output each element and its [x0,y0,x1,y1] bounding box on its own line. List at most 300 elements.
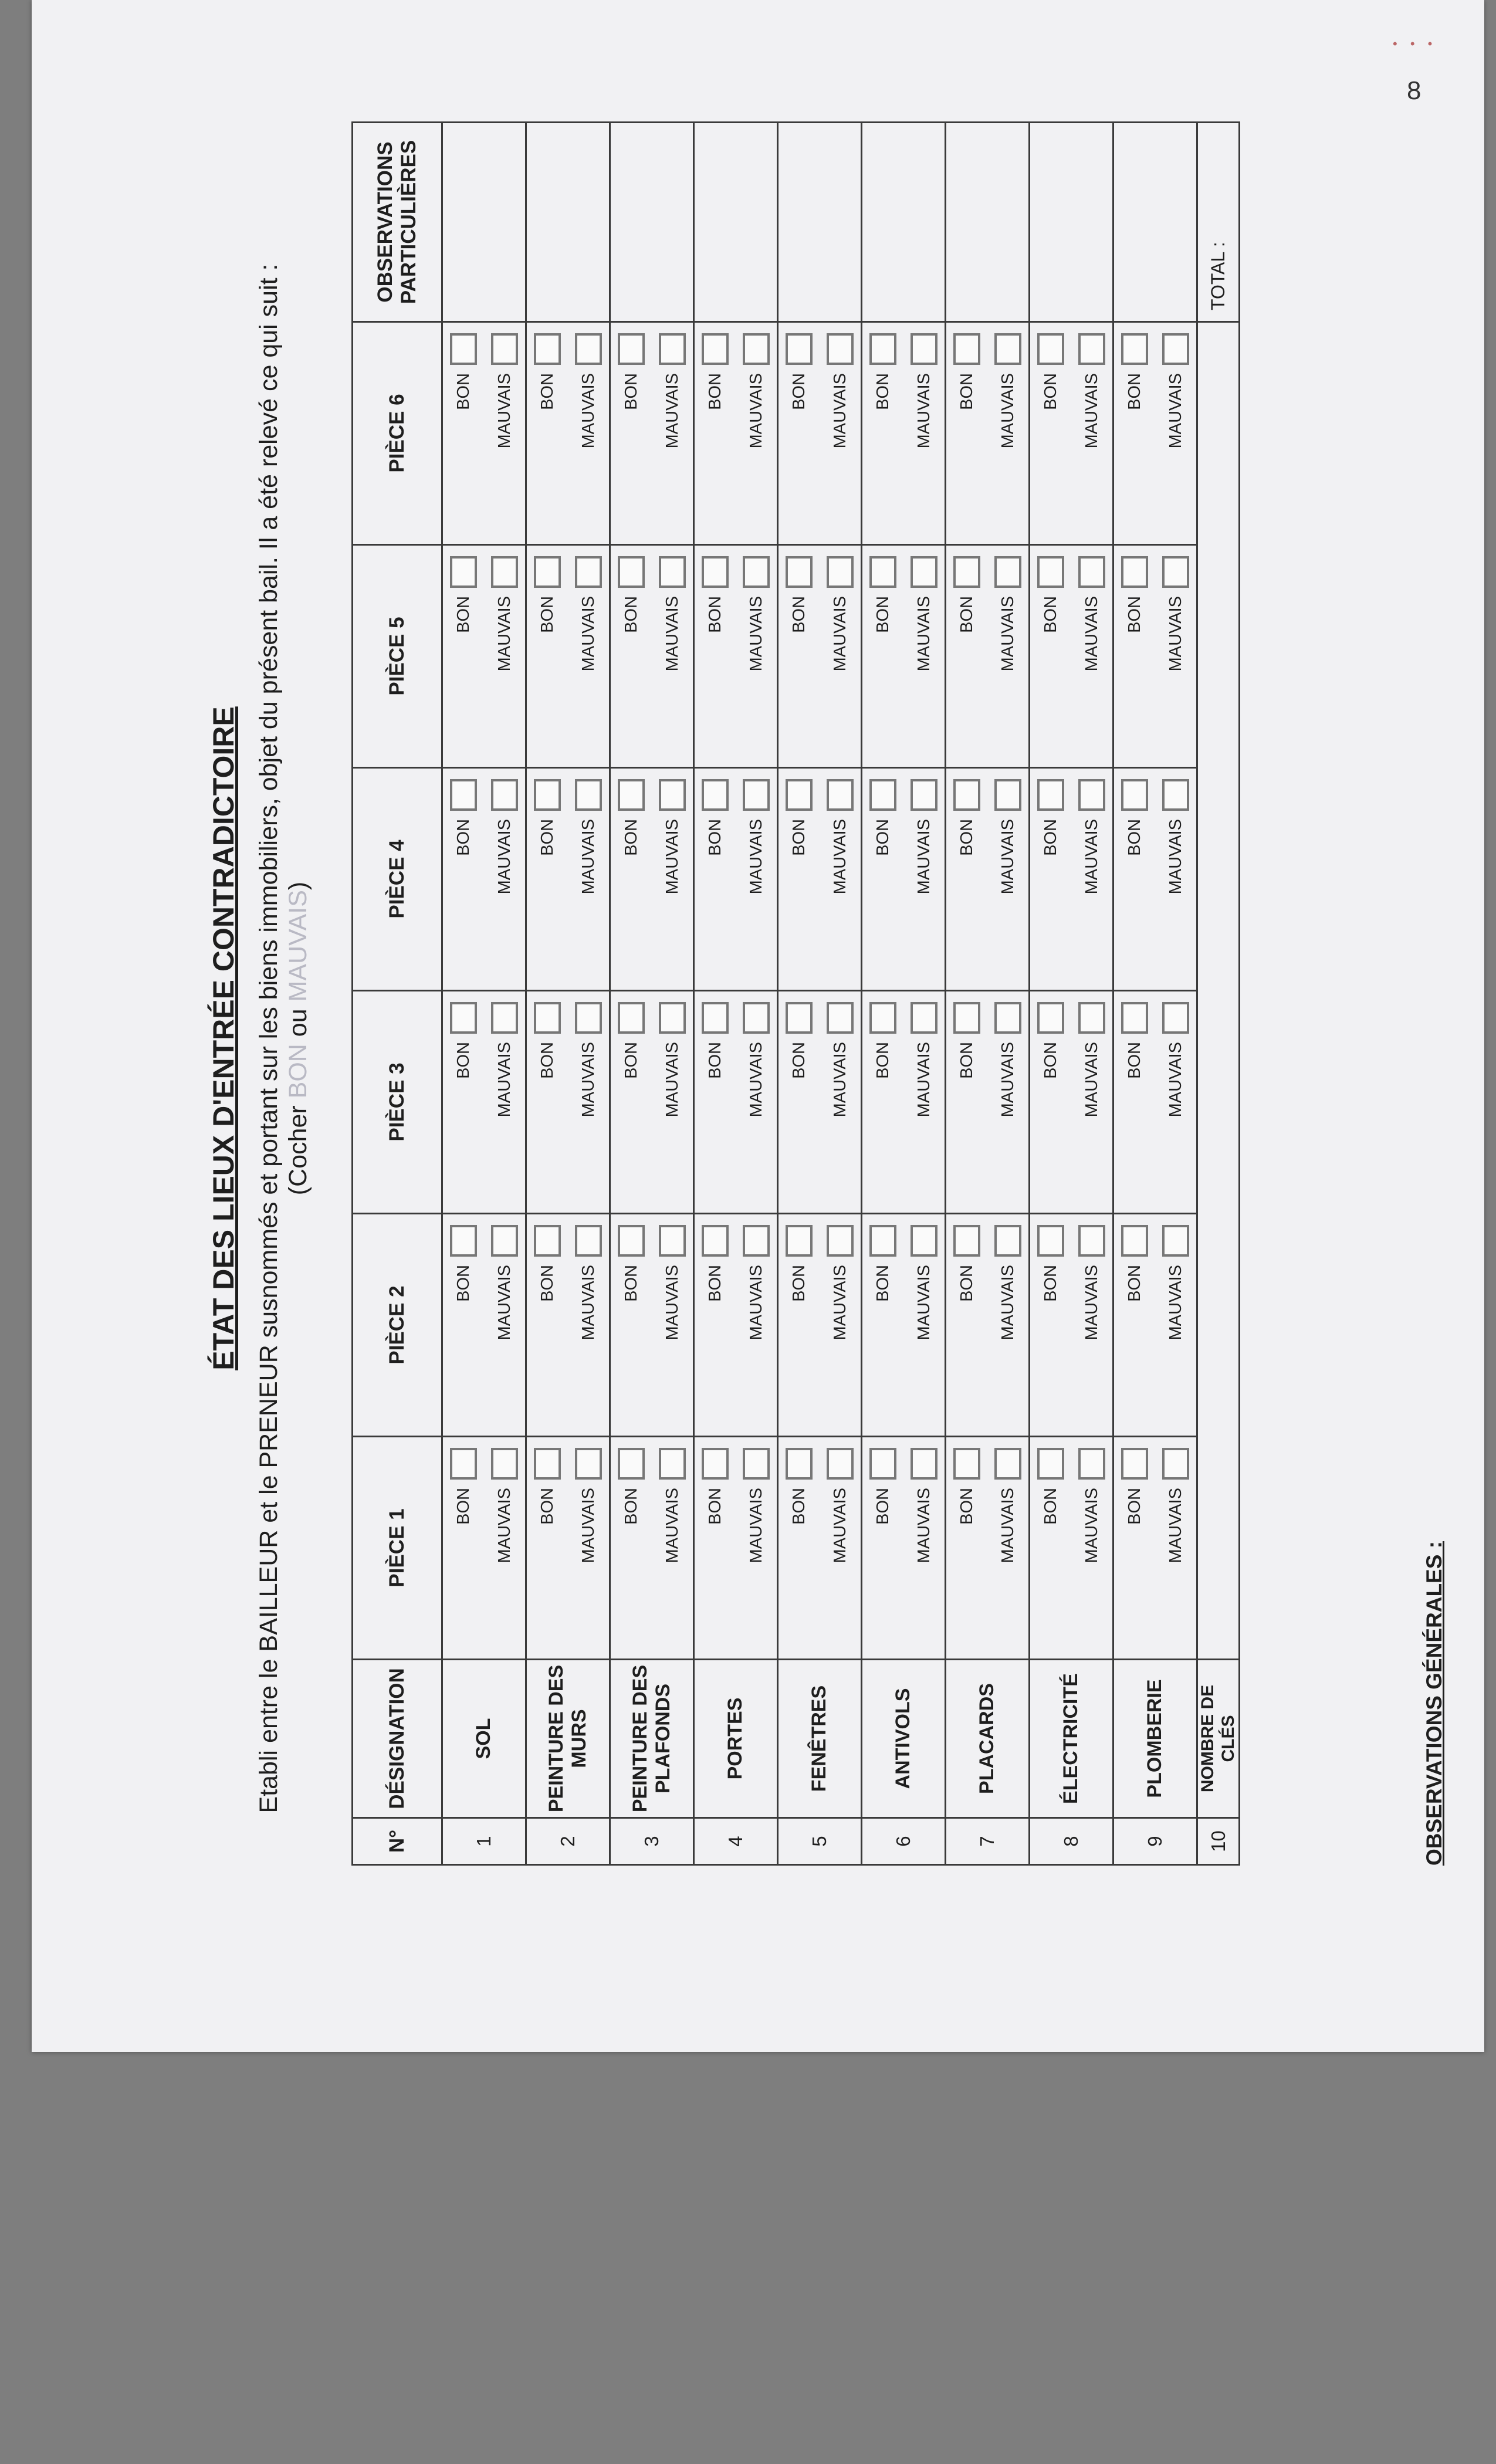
mauvais-label: MAUVAIS [746,1488,766,1563]
mauvais-label: MAUVAIS [1166,1265,1185,1341]
bon-label: BON [1125,373,1144,410]
mauvais-label: MAUVAIS [662,596,682,672]
observations-cell[interactable] [526,123,610,322]
mauvais-label: MAUVAIS [495,596,514,672]
mauvais-label: MAUVAIS [495,819,514,895]
bon-checkbox[interactable] [1037,1448,1064,1480]
mauvais-checkbox[interactable] [1162,1002,1189,1034]
bon-label: BON [705,596,725,633]
bon-checkbox[interactable] [1121,333,1148,365]
bon-label: BON [621,596,641,633]
room-3-cell [526,991,610,1214]
keys-count-field[interactable] [1197,322,1240,1660]
room-4-cell [1113,768,1197,991]
mauvais-label: MAUVAIS [998,1042,1017,1118]
bon-label: BON [789,596,808,633]
room-1-cell [862,1437,946,1660]
mauvais-checkbox[interactable] [994,333,1021,365]
mauvais-label: MAUVAIS [914,1042,933,1118]
mauvais-label: MAUVAIS [914,1488,933,1563]
mauvais-checkbox[interactable] [1078,1448,1105,1480]
mauvais-checkbox[interactable] [911,1002,937,1034]
room-1-cell [946,1437,1030,1660]
mauvais-checkbox[interactable] [994,1448,1021,1480]
mauvais-checkbox[interactable] [1078,779,1105,811]
rotated-form [202,129,1446,1948]
mauvais-checkbox[interactable] [575,556,602,588]
row-designation: ÉLECTRICITÉ [1030,1660,1113,1818]
bon-label: BON [1125,1488,1144,1525]
observations-cell[interactable] [610,123,694,322]
bon-label: BON [621,1265,641,1302]
row-designation: PLACARDS [946,1660,1030,1818]
bon-label: BON [1041,819,1060,856]
bon-label: BON [621,373,641,410]
room-5-cell [862,545,946,768]
scanned-page [32,0,1484,2052]
bon-label: BON [789,1042,808,1079]
bon-checkbox[interactable] [1121,556,1148,588]
mauvais-checkbox[interactable] [1162,1225,1189,1257]
mauvais-checkbox[interactable] [911,1448,937,1480]
row-number: 5 [778,1818,862,1865]
room-4-cell [526,768,610,991]
mauvais-label: MAUVAIS [830,1488,849,1563]
mauvais-label: MAUVAIS [998,819,1017,895]
bon-label: BON [453,1265,473,1302]
bon-label: BON [537,1042,557,1079]
row-number: 4 [694,1818,778,1865]
bon-checkbox[interactable] [618,556,645,588]
bon-checkbox[interactable] [702,779,729,811]
bon-checkbox[interactable] [1121,1002,1148,1034]
mauvais-checkbox[interactable] [743,333,770,365]
mauvais-checkbox[interactable] [1078,556,1105,588]
mauvais-checkbox[interactable] [491,1002,518,1034]
room-4-cell [694,768,778,991]
table-row [1030,123,1113,1865]
mauvais-checkbox[interactable] [575,779,602,811]
mauvais-label: MAUVAIS [998,1488,1017,1563]
mauvais-checkbox[interactable] [911,556,937,588]
header-piece-5: PIÈCE 5 [353,545,442,768]
mauvais-checkbox[interactable] [911,333,937,365]
keys-row-no: 10 [1197,1818,1240,1865]
bon-checkbox[interactable] [953,1002,980,1034]
document-intro: Etabli entre le BAILLEUR et le PRENEUR susnommés et portant sur les biens immobiliers, objet du présent bail. Il a été relevé ce qui suit : [255,263,283,1813]
mauvais-checkbox[interactable] [575,1448,602,1480]
bon-label: BON [705,1265,725,1302]
bon-checkbox[interactable] [786,333,813,365]
room-2-cell [1113,1214,1197,1437]
row-number: 6 [862,1818,946,1865]
bon-label: BON [621,819,641,856]
mauvais-label: MAUVAIS [998,1265,1017,1341]
mauvais-checkbox[interactable] [743,779,770,811]
table-row [862,123,946,1865]
observations-cell[interactable] [1113,123,1197,322]
observations-cell[interactable] [1030,123,1113,322]
bon-checkbox[interactable] [953,1225,980,1257]
bon-checkbox[interactable] [702,1225,729,1257]
bon-label: BON [1041,373,1060,410]
mauvais-checkbox[interactable] [994,1225,1021,1257]
room-6-cell [1030,322,1113,545]
bon-checkbox[interactable] [534,1448,561,1480]
room-2-cell [694,1214,778,1437]
bon-label: BON [873,373,892,410]
mauvais-checkbox[interactable] [827,556,854,588]
mauvais-label: MAUVAIS [830,596,849,672]
table-row [442,123,526,1865]
bon-checkbox[interactable] [1121,1448,1148,1480]
table-row [610,123,694,1865]
bon-label: BON [537,1488,557,1525]
header-piece-1: PIÈCE 1 [353,1437,442,1660]
bon-checkbox[interactable] [702,1448,729,1480]
bon-checkbox[interactable] [953,556,980,588]
bon-checkbox[interactable] [450,1448,477,1480]
bon-checkbox[interactable] [1037,333,1064,365]
mauvais-checkbox[interactable] [1078,1225,1105,1257]
corner-marks: • • • [1393,36,1437,51]
mauvais-checkbox[interactable] [1162,1448,1189,1480]
bon-checkbox[interactable] [702,1002,729,1034]
observations-cell[interactable] [862,123,946,322]
room-2-cell [778,1214,862,1437]
bon-label: BON [957,373,976,410]
bon-label: BON [705,1042,725,1079]
mauvais-label: MAUVAIS [1082,1042,1101,1118]
bon-checkbox[interactable] [618,333,645,365]
bon-checkbox[interactable] [786,1002,813,1034]
check-instruction [284,129,313,1948]
room-6-cell [610,322,694,545]
bon-checkbox[interactable] [618,1002,645,1034]
mauvais-label: MAUVAIS [830,1042,849,1118]
mauvais-label: MAUVAIS [1166,1488,1185,1563]
bon-label: BON [1125,596,1144,633]
bon-label: BON [789,819,808,856]
mauvais-checkbox[interactable] [743,1448,770,1480]
row-number: 3 [610,1818,694,1865]
mauvais-checkbox[interactable] [659,556,686,588]
mauvais-checkbox[interactable] [575,333,602,365]
mauvais-checkbox[interactable] [659,779,686,811]
bon-label: BON [789,373,808,410]
room-2-cell [1030,1214,1113,1437]
bon-checkbox[interactable] [534,779,561,811]
bon-label: BON [453,1042,473,1079]
mauvais-checkbox[interactable] [743,1002,770,1034]
room-5-cell [946,545,1030,768]
mauvais-label: MAUVAIS [1082,373,1101,449]
bon-checkbox[interactable] [1037,1002,1064,1034]
table-row [526,123,610,1865]
mauvais-label: MAUVAIS [578,819,598,895]
room-6-cell [862,322,946,545]
room-2-cell [526,1214,610,1437]
bon-label: BON [1125,819,1144,856]
room-6-cell [778,322,862,545]
row-designation: FENÊTRES [778,1660,862,1818]
bon-label: BON [705,819,725,856]
bon-checkbox[interactable] [869,1448,896,1480]
table-row [946,123,1030,1865]
mauvais-checkbox[interactable] [1162,333,1189,365]
row-designation: PORTES [694,1660,778,1818]
bon-label: BON [957,819,976,856]
bon-label: BON [537,1265,557,1302]
mauvais-checkbox[interactable] [827,1002,854,1034]
mauvais-checkbox[interactable] [659,1448,686,1480]
mauvais-checkbox[interactable] [491,779,518,811]
mauvais-label: MAUVAIS [746,596,766,672]
mauvais-label: MAUVAIS [495,1488,514,1563]
bon-label: BON [957,1042,976,1079]
mauvais-checkbox[interactable] [575,1002,602,1034]
mauvais-label: MAUVAIS [1082,596,1101,672]
note-mauvais: MAUVAIS [284,890,312,1002]
room-4-cell [1030,768,1113,991]
mauvais-label: MAUVAIS [830,819,849,895]
bon-checkbox[interactable] [534,556,561,588]
bon-label: BON [789,1265,808,1302]
room-5-cell [1113,545,1197,768]
bon-label: BON [453,1488,473,1525]
mauvais-checkbox[interactable] [491,1225,518,1257]
bon-checkbox[interactable] [869,1225,896,1257]
mauvais-label: MAUVAIS [830,1265,849,1341]
bon-checkbox[interactable] [702,333,729,365]
room-4-cell [862,768,946,991]
mauvais-checkbox[interactable] [994,779,1021,811]
bon-checkbox[interactable] [786,779,813,811]
row-designation: ANTIVOLS [862,1660,946,1818]
observations-cell[interactable] [442,123,526,322]
header-observations: OBSERVATIONS PARTICULIÈRES [353,123,442,322]
mauvais-checkbox[interactable] [827,333,854,365]
mauvais-label: MAUVAIS [662,1265,682,1341]
mauvais-label: MAUVAIS [746,1042,766,1118]
room-3-cell [862,991,946,1214]
room-1-cell [610,1437,694,1660]
mauvais-checkbox[interactable] [994,1002,1021,1034]
bon-checkbox[interactable] [534,1225,561,1257]
observations-cell[interactable] [694,123,778,322]
bon-checkbox[interactable] [534,333,561,365]
mauvais-label: MAUVAIS [662,1488,682,1563]
header-piece-3: PIÈCE 3 [353,991,442,1214]
mauvais-label: MAUVAIS [1082,1488,1101,1563]
room-5-cell [778,545,862,768]
mauvais-label: MAUVAIS [830,373,849,449]
bon-checkbox[interactable] [450,1225,477,1257]
bon-label: BON [789,1488,808,1525]
bon-label: BON [957,1265,976,1302]
bon-label: BON [873,596,892,633]
bon-label: BON [873,1265,892,1302]
mauvais-label: MAUVAIS [746,373,766,449]
note-prefix: (Cocher [284,1098,312,1196]
mauvais-label: MAUVAIS [495,1042,514,1118]
room-4-cell [610,768,694,991]
bon-checkbox[interactable] [869,556,896,588]
mauvais-checkbox[interactable] [659,1225,686,1257]
bon-checkbox[interactable] [869,1002,896,1034]
mauvais-label: MAUVAIS [662,819,682,895]
bon-label: BON [621,1042,641,1079]
bon-label: BON [537,596,557,633]
bon-label: BON [621,1488,641,1525]
room-3-cell [1113,991,1197,1214]
bon-checkbox[interactable] [1037,1225,1064,1257]
mauvais-checkbox[interactable] [743,556,770,588]
mauvais-label: MAUVAIS [578,596,598,672]
bon-checkbox[interactable] [702,556,729,588]
room-3-cell [778,991,862,1214]
bon-checkbox[interactable] [786,556,813,588]
bon-checkbox[interactable] [786,1448,813,1480]
bon-checkbox[interactable] [1037,556,1064,588]
room-3-cell [610,991,694,1214]
bon-checkbox[interactable] [534,1002,561,1034]
mauvais-checkbox[interactable] [491,556,518,588]
room-1-cell [694,1437,778,1660]
room-2-cell [610,1214,694,1437]
mauvais-checkbox[interactable] [659,333,686,365]
mauvais-checkbox[interactable] [575,1225,602,1257]
bon-label: BON [1041,1265,1060,1302]
mauvais-label: MAUVAIS [746,819,766,895]
room-6-cell [526,322,610,545]
bon-checkbox[interactable] [869,779,896,811]
mauvais-checkbox[interactable] [827,1448,854,1480]
room-5-cell [610,545,694,768]
bon-checkbox[interactable] [786,1225,813,1257]
bon-checkbox[interactable] [953,333,980,365]
bon-checkbox[interactable] [953,1448,980,1480]
mauvais-checkbox[interactable] [491,1448,518,1480]
bon-label: BON [1041,1042,1060,1079]
mauvais-checkbox[interactable] [1078,1002,1105,1034]
note-suffix: ) [284,881,312,891]
bon-checkbox[interactable] [1037,779,1064,811]
mauvais-checkbox[interactable] [743,1225,770,1257]
observations-cell[interactable] [946,123,1030,322]
mauvais-checkbox[interactable] [1078,333,1105,365]
bon-checkbox[interactable] [953,779,980,811]
mauvais-label: MAUVAIS [1166,596,1185,672]
room-6-cell [694,322,778,545]
room-6-cell [442,322,526,545]
bon-checkbox[interactable] [450,1002,477,1034]
room-2-cell [946,1214,1030,1437]
room-2-cell [442,1214,526,1437]
room-2-cell [862,1214,946,1437]
mauvais-label: MAUVAIS [998,373,1017,449]
note-mid: ou [284,1001,312,1044]
bon-label: BON [873,1042,892,1079]
room-5-cell [442,545,526,768]
bon-checkbox[interactable] [450,556,477,588]
bon-checkbox[interactable] [450,779,477,811]
mauvais-label: MAUVAIS [1166,1042,1185,1118]
row-number: 1 [442,1818,526,1865]
mauvais-checkbox[interactable] [911,779,937,811]
mauvais-label: MAUVAIS [914,1265,933,1341]
mauvais-checkbox[interactable] [911,1225,937,1257]
mauvais-label: MAUVAIS [1082,819,1101,895]
mauvais-label: MAUVAIS [998,596,1017,672]
mauvais-label: MAUVAIS [495,1265,514,1341]
mauvais-label: MAUVAIS [914,596,933,672]
room-1-cell [778,1437,862,1660]
header-no: N° [353,1818,442,1865]
room-5-cell [694,545,778,768]
header-designation: DÉSIGNATION [353,1660,442,1818]
mauvais-label: MAUVAIS [578,1042,598,1118]
row-designation: SOL [442,1660,526,1818]
bon-label: BON [453,596,473,633]
room-1-cell [1113,1437,1197,1660]
bon-checkbox[interactable] [1121,1225,1148,1257]
table-row [694,123,778,1865]
row-number: 7 [946,1818,1030,1865]
keys-row [1197,123,1240,1865]
room-6-cell [1113,322,1197,545]
mauvais-label: MAUVAIS [662,1042,682,1118]
bon-label: BON [957,596,976,633]
mauvais-checkbox[interactable] [827,779,854,811]
mauvais-checkbox[interactable] [827,1225,854,1257]
bon-checkbox[interactable] [869,333,896,365]
table-row [778,123,862,1865]
bon-label: BON [705,1488,725,1525]
room-3-cell [1030,991,1113,1214]
mauvais-checkbox[interactable] [659,1002,686,1034]
room-1-cell [1030,1437,1113,1660]
room-4-cell [442,768,526,991]
mauvais-label: MAUVAIS [914,373,933,449]
observations-cell[interactable] [778,123,862,322]
bon-checkbox[interactable] [450,333,477,365]
bon-checkbox[interactable] [618,1225,645,1257]
mauvais-checkbox[interactable] [1162,556,1189,588]
bon-label: BON [1125,1042,1144,1079]
bon-checkbox[interactable] [618,779,645,811]
table-body [442,123,1240,1865]
mauvais-label: MAUVAIS [1166,819,1185,895]
page-number: 8 [1407,76,1421,105]
room-5-cell [526,545,610,768]
bon-label: BON [1125,1265,1144,1302]
general-observations-label: OBSERVATIONS GÉNÉRALES : [1422,1541,1446,1866]
mauvais-checkbox[interactable] [994,556,1021,588]
document-title: ÉTAT DES LIEUX D'ENTRÉE CONTRADICTOIRE [207,706,240,1370]
bon-checkbox[interactable] [618,1448,645,1480]
mauvais-checkbox[interactable] [1162,779,1189,811]
mauvais-checkbox[interactable] [491,333,518,365]
mauvais-label: MAUVAIS [746,1265,766,1341]
room-3-cell [442,991,526,1214]
bon-label: BON [1041,596,1060,633]
bon-checkbox[interactable] [1121,779,1148,811]
room-1-cell [442,1437,526,1660]
bon-label: BON [1041,1488,1060,1525]
keys-row-label: NOMBRE DE CLÉS [1197,1660,1240,1818]
mauvais-label: MAUVAIS [914,819,933,895]
